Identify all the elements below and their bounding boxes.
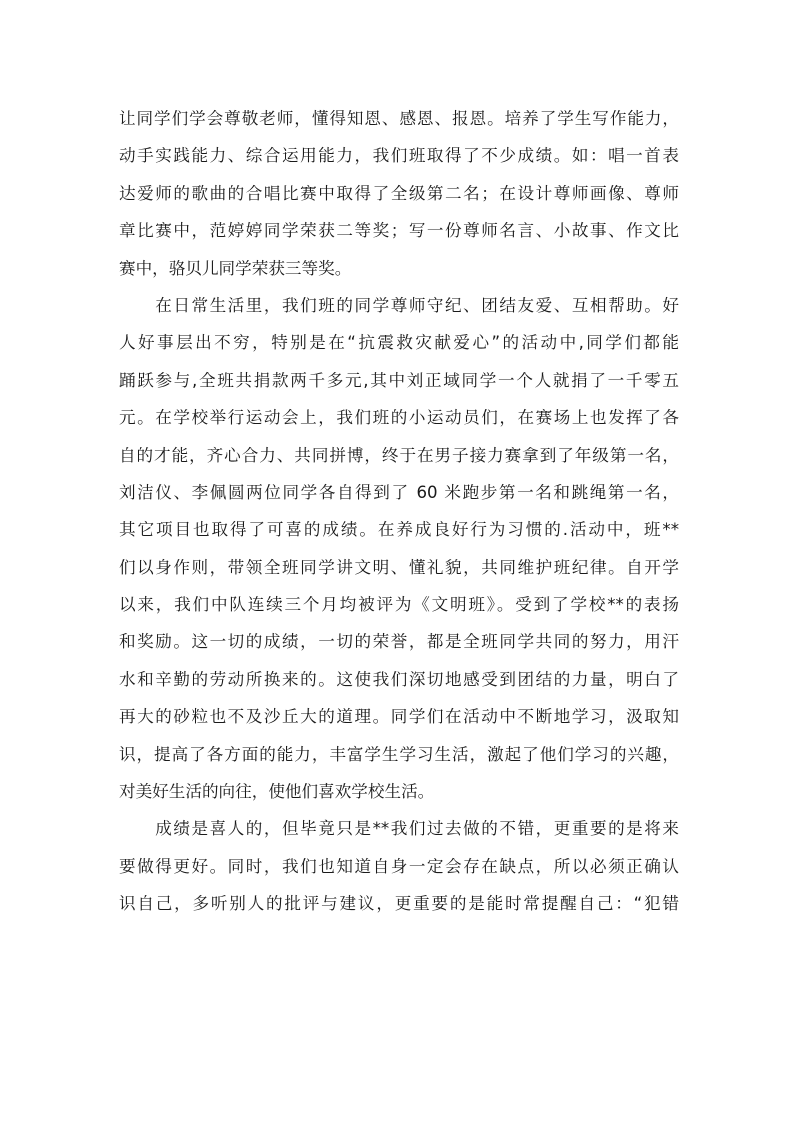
text-line: 自的才能，齐心合力、共同拼博，终于在男子接力赛拿到了年级第一名， [119,445,679,465]
text-line: 再大的砂粒也不及沙丘大的道理。同学们在活动中不断地学习，汲取知 [119,707,679,727]
text-line: 人好事层出不穷，特别是在“抗震救灾献爱心”的活动中,同学们都能 [119,333,679,353]
text-line: 动手实践能力、综合运用能力，我们班取得了不少成绩。如：唱一首表 [119,146,679,166]
text-line: 成绩是喜人的，但毕竟只是**我们过去做的不错，更重要的是将来 [119,819,679,839]
text-line: 元。在学校举行运动会上，我们班的小运动员们，在赛场上也发挥了各 [119,408,679,428]
text-line: 对美好生活的向往，使他们喜欢学校生活。 [119,782,435,802]
text-line: 识自己，多听别人的批评与建议，更重要的是能时常提醒自己：“犯错 [119,894,679,914]
text-line: 在日常生活里，我们班的同学尊师守纪、团结友爱、互相帮助。好 [119,295,679,315]
body-text [119,100,679,923]
text-line: 要做得更好。同时，我们也知道自身一定会存在缺点，所以必须正确认 [119,856,679,876]
text-line: 赛中，骆贝儿同学荣获三等奖。 [119,258,352,278]
text-line: 以来，我们中队连续三个月均被评为《文明班》。受到了学校**的表扬 [119,595,679,615]
text-line: 刘洁仪、李佩圆两位同学各自得到了 60 米跑步第一名和跳绳第一名， [119,482,679,502]
text-line: 们以身作则，带领全班同学讲文明、懂礼貌，共同维护班纪律。自开学 [119,557,679,577]
text-line: 其它项目也取得了可喜的成绩。在养成良好行为习惯的.活动中，班** [119,520,679,540]
text-line: 章比赛中，范婷婷同学荣获二等奖；写一份尊师名言、小故事、作文比 [119,221,679,241]
text-line: 踊跃参与,全班共捐款两千多元,其中刘正域同学一个人就捐了一千零五 [119,370,679,390]
text-line: 达爱师的歌曲的合唱比赛中取得了全级第二名；在设计尊师画像、尊师 [119,183,679,203]
text-line: 识，提高了各方面的能力，丰富学生学习生活，激起了他们学习的兴趣， [119,744,679,764]
text-line: 让同学们学会尊敬老师，懂得知恩、感恩、报恩。培养了学生写作能力， [119,109,679,128]
text-line: 和奖励。这一切的成绩，一切的荣誉，都是全班同学共同的努力，用汗 [119,632,679,652]
text-line: 水和辛勤的劳动所换来的。这使我们深切地感受到团结的力量，明白了 [119,669,679,689]
